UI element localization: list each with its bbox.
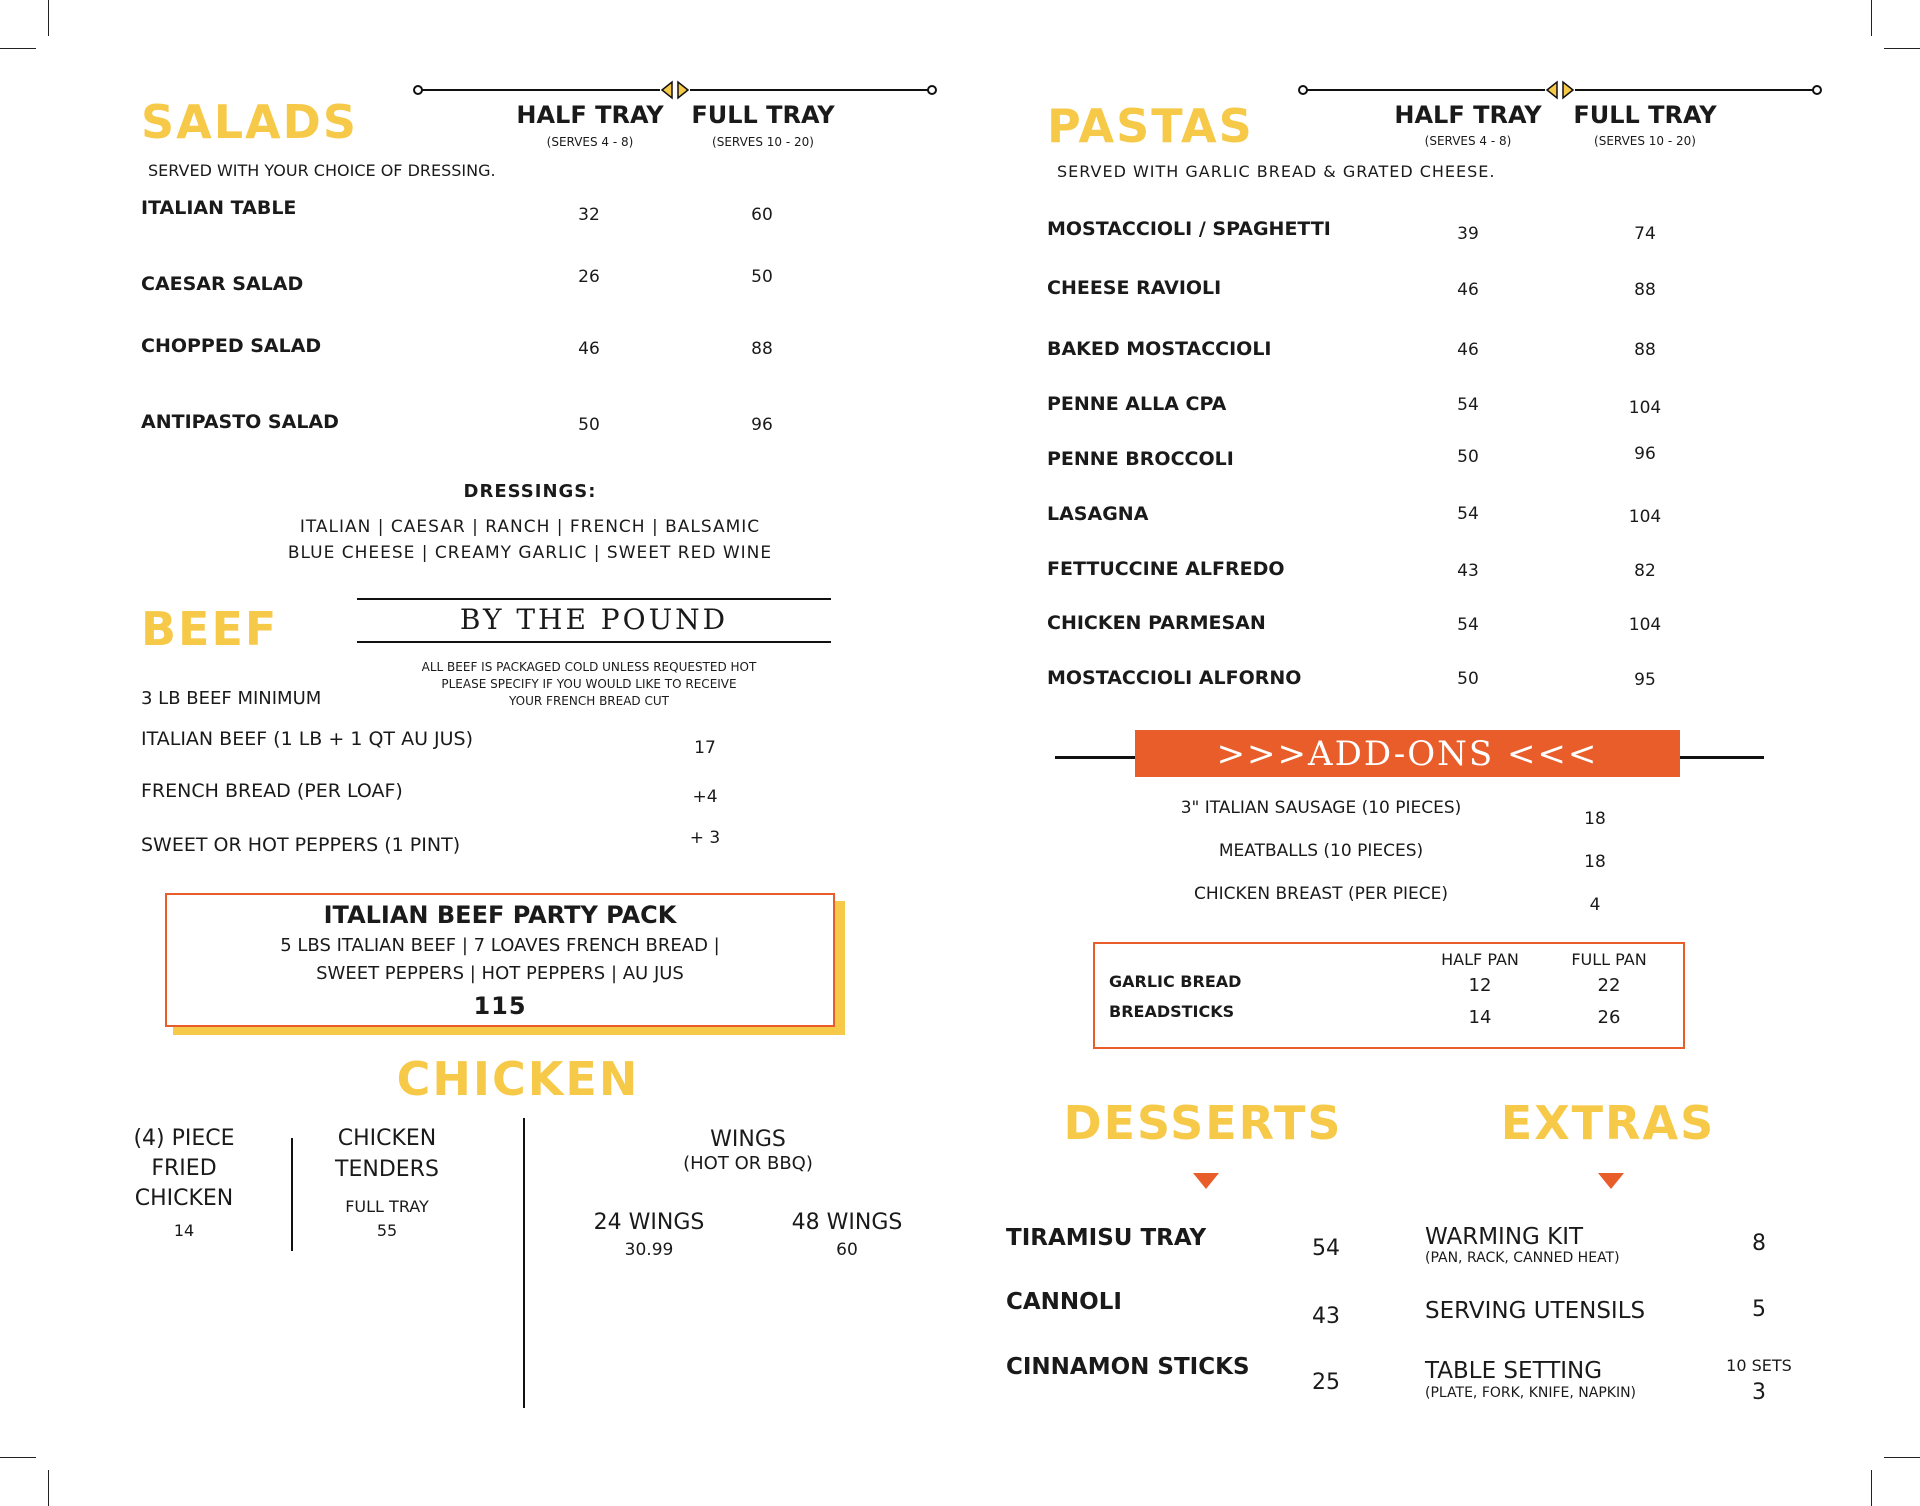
full-tray-header: FULL TRAY (1573, 101, 1717, 129)
pasta-item-half: 43 (1457, 561, 1479, 581)
warming-kit-label: WARMING KIT (1425, 1224, 1584, 1250)
crop-mark (1884, 48, 1920, 49)
pasta-item-name: CHICKEN PARMESAN (1047, 612, 1266, 634)
dressings-line-1: ITALIAN | CAESAR | RANCH | FRENCH | BALSAMIC (299, 517, 761, 537)
pasta-item-full: 95 (1634, 670, 1656, 690)
beef-item-price: +4 (692, 787, 718, 807)
salad-item-half: 32 (578, 205, 600, 225)
half-tray-header: HALF TRAY (516, 101, 664, 129)
dessert-item-price: 25 (1312, 1370, 1340, 1395)
banner-rule (357, 641, 831, 643)
desserts-title: DESSERTS (1063, 1096, 1343, 1150)
fried-chicken-line-1: (4) PIECE (133, 1126, 235, 1151)
wings-48-price: 60 (836, 1240, 858, 1260)
pasta-item-full: 88 (1634, 340, 1656, 360)
salad-item-name: ITALIAN TABLE (141, 197, 297, 219)
bread-item-name: GARLIC BREAD (1109, 972, 1242, 991)
dressings-line-2: BLUE CHEESE | CREAMY GARLIC | SWEET RED WINE (287, 543, 773, 563)
crop-mark (1871, 1470, 1872, 1506)
by-the-pound-banner: BY THE POUND (459, 603, 729, 636)
salad-item-name: CHOPPED SALAD (141, 335, 322, 357)
dessert-item-name: CANNOLI (1006, 1289, 1122, 1315)
serving-utensils-label: SERVING UTENSILS (1425, 1298, 1646, 1324)
addon-item-name: MEATBALLS (10 PIECES) (1218, 841, 1424, 861)
crop-mark (48, 1470, 49, 1506)
bread-item-half: 14 (1468, 1007, 1492, 1028)
salad-item-full: 50 (751, 267, 773, 287)
crop-mark (0, 1457, 36, 1458)
pasta-item-full: 74 (1634, 224, 1656, 244)
fried-chicken-line-2: FRIED (151, 1156, 217, 1181)
warming-kit-price: 8 (1752, 1231, 1766, 1256)
chicken-divider (291, 1138, 293, 1251)
pasta-item-name: LASAGNA (1047, 503, 1149, 525)
dessert-item-price: 43 (1312, 1304, 1340, 1329)
dessert-item-name: CINNAMON STICKS (1006, 1354, 1250, 1380)
beef-item-name: ITALIAN BEEF (1 LB + 1 QT AU JUS) (141, 728, 473, 750)
salad-item-name: ANTIPASTO SALAD (141, 411, 339, 433)
beef-item-name: SWEET OR HOT PEPPERS (1 PINT) (141, 834, 461, 856)
dressings-label: DRESSINGS: (463, 481, 597, 502)
pastas-title: PASTAS (1047, 99, 1254, 153)
dessert-item-name: TIRAMISU TRAY (1006, 1225, 1207, 1251)
pasta-item-half: 54 (1457, 395, 1479, 415)
chicken-tenders-line-1: CHICKEN (337, 1126, 437, 1151)
pasta-item-name: PENNE BROCCOLI (1047, 448, 1234, 470)
addon-item-name: 3" ITALIAN SAUSAGE (10 PIECES) (1180, 798, 1462, 818)
beef-note-line-1: ALL BEEF IS PACKAGED COLD UNLESS REQUESTED HOT (421, 660, 757, 674)
addon-item-price: 4 (1589, 895, 1601, 915)
half-tray-serves: (SERVES 4 - 8) (1424, 134, 1512, 148)
pasta-item-full: 96 (1634, 444, 1656, 464)
beef-item-price: 17 (694, 738, 716, 758)
pasta-item-half: 54 (1457, 504, 1479, 524)
crop-mark (1884, 1457, 1920, 1458)
decorative-rule (410, 80, 940, 100)
salad-item-full: 60 (751, 205, 773, 225)
party-pack-line-1: 5 LBS ITALIAN BEEF | 7 LOAVES FRENCH BREAD | (280, 935, 720, 956)
pasta-item-full: 88 (1634, 280, 1656, 300)
addon-item-price: 18 (1584, 852, 1606, 872)
half-pan-header: HALF PAN (1441, 950, 1519, 969)
party-pack-price: 115 (473, 992, 527, 1020)
full-tray-serves: (SERVES 10 - 20) (1594, 134, 1696, 148)
full-tray-serves: (SERVES 10 - 20) (712, 135, 814, 149)
table-setting-price: 3 (1752, 1380, 1766, 1405)
chicken-tenders-price: 55 (376, 1221, 398, 1240)
pasta-item-name: FETTUCCINE ALFREDO (1047, 558, 1285, 580)
banner-rule (357, 598, 831, 600)
salad-item-half: 46 (578, 339, 600, 359)
triangle-down-icon (1193, 1173, 1219, 1189)
addons-rule (1680, 756, 1764, 759)
bread-item-full: 26 (1597, 1007, 1621, 1028)
pasta-item-half: 46 (1457, 280, 1479, 300)
pasta-item-name: PENNE ALLA CPA (1047, 393, 1227, 415)
beef-note-line-3: YOUR FRENCH BREAD CUT (509, 694, 669, 708)
addons-rule (1055, 756, 1135, 759)
beef-title: BEEF (141, 602, 279, 656)
salad-item-name: CAESAR SALAD (141, 273, 304, 295)
bread-item-name: BREADSTICKS (1109, 1002, 1235, 1021)
half-tray-header: HALF TRAY (1394, 101, 1542, 129)
half-tray-serves: (SERVES 4 - 8) (546, 135, 634, 149)
addon-item-name: CHICKEN BREAST (PER PIECE) (1193, 884, 1449, 904)
salad-item-half: 50 (578, 415, 600, 435)
bread-item-full: 22 (1597, 975, 1621, 996)
pasta-item-name: MOSTACCIOLI / SPAGHETTI (1047, 218, 1331, 240)
pastas-note: SERVED WITH GARLIC BREAD & GRATED CHEESE. (1057, 162, 1496, 181)
party-pack-line-2: SWEET PEPPERS | HOT PEPPERS | AU JUS (316, 963, 684, 984)
pasta-item-half: 39 (1457, 224, 1479, 244)
pasta-item-half: 50 (1457, 669, 1479, 689)
salads-note: SERVED WITH YOUR CHOICE OF DRESSING. (148, 161, 496, 180)
salad-item-full: 88 (751, 339, 773, 359)
beef-item-price: + 3 (689, 828, 721, 848)
beef-note-line-2: PLEASE SPECIFY IF YOU WOULD LIKE TO RECEIVE (441, 677, 737, 691)
chicken-divider (523, 1118, 525, 1408)
crop-mark (0, 48, 36, 49)
chicken-tenders-line-2: TENDERS (335, 1157, 439, 1182)
table-setting-label: TABLE SETTING (1425, 1358, 1603, 1384)
triangle-down-icon (1598, 1173, 1624, 1189)
pasta-item-half: 54 (1457, 615, 1479, 635)
decorative-rule (1295, 80, 1825, 100)
full-pan-header: FULL PAN (1571, 950, 1647, 969)
chicken-tenders-size: FULL TRAY (345, 1197, 429, 1216)
party-pack-title: ITALIAN BEEF PARTY PACK (323, 901, 677, 929)
fried-chicken-line-3: CHICKEN (134, 1186, 234, 1211)
pasta-item-full: 104 (1628, 615, 1662, 635)
table-setting-sub: (PLATE, FORK, KNIFE, NAPKIN) (1425, 1385, 1637, 1401)
wings-48-label: 48 WINGS (791, 1210, 903, 1235)
pasta-item-name: BAKED MOSTACCIOLI (1047, 338, 1272, 360)
beef-item-name: FRENCH BREAD (PER LOAF) (141, 780, 403, 802)
wings-24-price: 30.99 (624, 1240, 674, 1260)
warming-kit-sub: (PAN, RACK, CANNED HEAT) (1425, 1250, 1620, 1266)
pasta-item-name: CHEESE RAVIOLI (1047, 277, 1222, 299)
beef-minimum: 3 LB BEEF MINIMUM (141, 688, 322, 709)
table-setting-qty: 10 SETS (1726, 1356, 1792, 1375)
full-tray-header: FULL TRAY (691, 101, 835, 129)
salads-title: SALADS (141, 95, 358, 149)
pasta-item-half: 50 (1457, 447, 1479, 467)
wings-subtitle: (HOT OR BBQ) (683, 1153, 813, 1174)
salad-item-full: 96 (751, 415, 773, 435)
addons-banner: >>>ADD-ONS <<< (1216, 734, 1599, 774)
pasta-item-full: 104 (1628, 507, 1662, 527)
salad-item-half: 26 (578, 267, 600, 287)
fried-chicken-price: 14 (173, 1221, 195, 1240)
extras-title: EXTRAS (1500, 1096, 1716, 1150)
addon-item-price: 18 (1584, 809, 1606, 829)
pasta-item-half: 46 (1457, 340, 1479, 360)
chicken-title: CHICKEN (396, 1052, 640, 1106)
serving-utensils-price: 5 (1752, 1297, 1766, 1322)
pasta-item-full: 104 (1628, 398, 1662, 418)
dessert-item-price: 54 (1312, 1236, 1340, 1261)
crop-mark (1871, 0, 1872, 36)
crop-mark (48, 0, 49, 36)
pasta-item-name: MOSTACCIOLI ALFORNO (1047, 667, 1302, 689)
wings-title: WINGS (710, 1127, 786, 1152)
pasta-item-full: 82 (1634, 561, 1656, 581)
bread-item-half: 12 (1468, 975, 1492, 996)
wings-24-label: 24 WINGS (593, 1210, 705, 1235)
